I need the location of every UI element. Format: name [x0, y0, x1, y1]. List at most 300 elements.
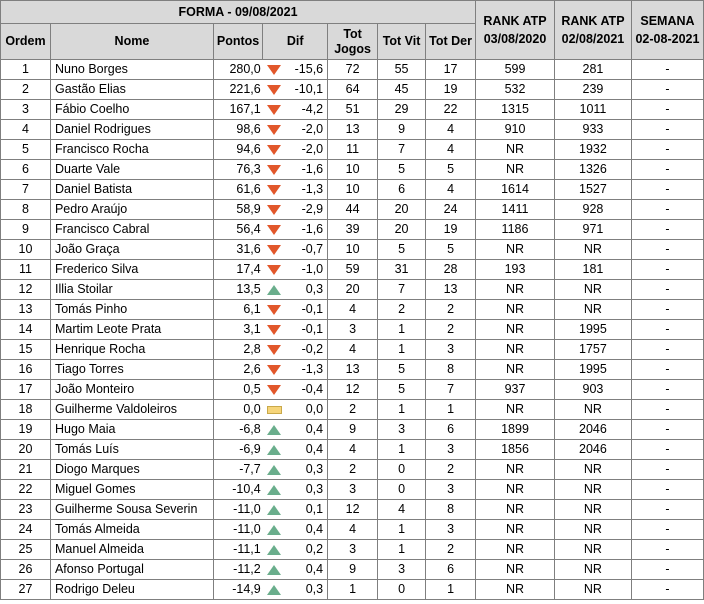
cell-semana: -	[631, 60, 703, 80]
cell-tot-vit: 31	[378, 260, 426, 280]
cell-tot-vit: 55	[378, 60, 426, 80]
cell-tot-vit: 9	[378, 120, 426, 140]
table-row	[1, 460, 704, 480]
cell-ordem: 1	[1, 60, 51, 80]
cell-tot-jogos: 10	[328, 180, 378, 200]
cell-tot-jogos: 9	[328, 420, 378, 440]
cell-tot-vit: 5	[378, 240, 426, 260]
cell-dif: -2,0	[286, 120, 328, 140]
cell-tot-vit: 0	[378, 460, 426, 480]
cell-tot-jogos: 3	[328, 320, 378, 340]
cell-dif: 0,3	[286, 580, 328, 600]
cell-ordem: 27	[1, 580, 51, 600]
trend-cell	[263, 140, 286, 160]
cell-nome: Guilherme Valdoleiros	[50, 400, 213, 420]
cell-tot-vit: 7	[378, 140, 426, 160]
cell-rank-2021: 1326	[554, 160, 631, 180]
cell-pontos: 98,6	[213, 120, 262, 140]
trend-cell	[263, 100, 286, 120]
cell-tot-der: 24	[426, 200, 476, 220]
cell-ordem: 8	[1, 200, 51, 220]
trend-up-icon	[267, 585, 281, 595]
cell-tot-der: 2	[426, 300, 476, 320]
trend-cell	[263, 320, 286, 340]
cell-ordem: 10	[1, 240, 51, 260]
cell-ordem: 14	[1, 320, 51, 340]
cell-rank-2020: NR	[476, 320, 555, 340]
cell-tot-der: 3	[426, 520, 476, 540]
table-row	[1, 500, 704, 520]
header-pontos: Pontos	[213, 24, 262, 60]
table-row	[1, 180, 704, 200]
cell-tot-vit: 1	[378, 540, 426, 560]
cell-tot-der: 17	[426, 60, 476, 80]
cell-tot-jogos: 51	[328, 100, 378, 120]
cell-tot-vit: 6	[378, 180, 426, 200]
trend-down-icon	[267, 365, 281, 375]
table-row	[1, 340, 704, 360]
cell-nome: Rodrigo Deleu	[50, 580, 213, 600]
cell-nome: Henrique Rocha	[50, 340, 213, 360]
cell-dif: -2,9	[286, 200, 328, 220]
header-rank-2021: RANK ATP 02/08/2021	[554, 1, 631, 60]
cell-dif: -0,7	[286, 240, 328, 260]
cell-tot-jogos: 1	[328, 580, 378, 600]
cell-rank-2021: 933	[554, 120, 631, 140]
cell-rank-2021: NR	[554, 480, 631, 500]
table-row	[1, 320, 704, 340]
cell-tot-der: 6	[426, 560, 476, 580]
cell-tot-jogos: 64	[328, 80, 378, 100]
cell-pontos: -11,0	[213, 520, 262, 540]
cell-rank-2021: NR	[554, 500, 631, 520]
table-row	[1, 540, 704, 560]
cell-rank-2020: 1315	[476, 100, 555, 120]
cell-rank-2021: 1995	[554, 360, 631, 380]
cell-tot-jogos: 10	[328, 240, 378, 260]
trend-up-icon	[267, 445, 281, 455]
trend-down-icon	[267, 385, 281, 395]
cell-pontos: 17,4	[213, 260, 262, 280]
cell-tot-der: 8	[426, 360, 476, 380]
cell-pontos: 2,6	[213, 360, 262, 380]
cell-rank-2021: 181	[554, 260, 631, 280]
trend-cell	[263, 540, 286, 560]
cell-pontos: 61,6	[213, 180, 262, 200]
trend-down-icon	[267, 265, 281, 275]
cell-semana: -	[631, 420, 703, 440]
cell-ordem: 4	[1, 120, 51, 140]
cell-dif: 0,4	[286, 560, 328, 580]
cell-tot-jogos: 9	[328, 560, 378, 580]
cell-tot-der: 6	[426, 420, 476, 440]
trend-cell	[263, 440, 286, 460]
cell-dif: -1,3	[286, 360, 328, 380]
cell-dif: -4,2	[286, 100, 328, 120]
cell-nome: Afonso Portugal	[50, 560, 213, 580]
header-nome: Nome	[50, 24, 213, 60]
trend-cell	[263, 380, 286, 400]
cell-dif: -0,1	[286, 320, 328, 340]
cell-semana: -	[631, 320, 703, 340]
cell-semana: -	[631, 540, 703, 560]
cell-tot-jogos: 2	[328, 460, 378, 480]
table-row	[1, 260, 704, 280]
cell-ordem: 25	[1, 540, 51, 560]
trend-down-icon	[267, 245, 281, 255]
cell-tot-vit: 5	[378, 160, 426, 180]
table-row	[1, 480, 704, 500]
cell-semana: -	[631, 80, 703, 100]
cell-tot-jogos: 59	[328, 260, 378, 280]
cell-ordem: 5	[1, 140, 51, 160]
cell-tot-jogos: 11	[328, 140, 378, 160]
cell-ordem: 2	[1, 80, 51, 100]
cell-rank-2020: NR	[476, 300, 555, 320]
cell-tot-der: 7	[426, 380, 476, 400]
cell-tot-jogos: 10	[328, 160, 378, 180]
cell-tot-vit: 3	[378, 420, 426, 440]
cell-pontos: 94,6	[213, 140, 262, 160]
cell-pontos: -11,1	[213, 540, 262, 560]
cell-semana: -	[631, 580, 703, 600]
cell-rank-2021: 1527	[554, 180, 631, 200]
cell-tot-vit: 20	[378, 200, 426, 220]
cell-rank-2021: 1757	[554, 340, 631, 360]
cell-rank-2021: NR	[554, 540, 631, 560]
cell-tot-vit: 2	[378, 300, 426, 320]
cell-rank-2020: 193	[476, 260, 555, 280]
cell-rank-2020: NR	[476, 560, 555, 580]
cell-dif: 0,3	[286, 280, 328, 300]
cell-rank-2020: NR	[476, 540, 555, 560]
cell-nome: Illia Stoilar	[50, 280, 213, 300]
cell-tot-vit: 1	[378, 400, 426, 420]
cell-tot-der: 19	[426, 80, 476, 100]
trend-up-icon	[267, 525, 281, 535]
cell-semana: -	[631, 280, 703, 300]
header-dif: Dif	[263, 24, 328, 60]
trend-cell	[263, 280, 286, 300]
cell-semana: -	[631, 560, 703, 580]
cell-pontos: 167,1	[213, 100, 262, 120]
cell-pontos: 76,3	[213, 160, 262, 180]
cell-tot-jogos: 3	[328, 480, 378, 500]
cell-rank-2021: NR	[554, 520, 631, 540]
table-row	[1, 240, 704, 260]
cell-rank-2021: 928	[554, 200, 631, 220]
trend-cell	[263, 180, 286, 200]
cell-rank-2021: 239	[554, 80, 631, 100]
cell-semana: -	[631, 480, 703, 500]
trend-cell	[263, 220, 286, 240]
cell-tot-der: 28	[426, 260, 476, 280]
trend-up-icon	[267, 485, 281, 495]
cell-rank-2021: 971	[554, 220, 631, 240]
cell-rank-2020: NR	[476, 480, 555, 500]
cell-dif: -1,0	[286, 260, 328, 280]
header-tot-der: Tot Der	[426, 24, 476, 60]
trend-down-icon	[267, 225, 281, 235]
trend-down-icon	[267, 145, 281, 155]
cell-pontos: 0,5	[213, 380, 262, 400]
cell-rank-2020: NR	[476, 500, 555, 520]
trend-cell	[263, 200, 286, 220]
cell-rank-2020: 1614	[476, 180, 555, 200]
cell-rank-2021: 1995	[554, 320, 631, 340]
table-row	[1, 60, 704, 80]
trend-down-icon	[267, 105, 281, 115]
cell-rank-2021: NR	[554, 240, 631, 260]
cell-rank-2021: 2046	[554, 440, 631, 460]
cell-rank-2020: 937	[476, 380, 555, 400]
cell-pontos: 6,1	[213, 300, 262, 320]
cell-tot-jogos: 39	[328, 220, 378, 240]
cell-pontos: -11,0	[213, 500, 262, 520]
cell-tot-vit: 3	[378, 560, 426, 580]
trend-up-icon	[267, 505, 281, 515]
trend-up-icon	[267, 425, 281, 435]
cell-ordem: 26	[1, 560, 51, 580]
cell-pontos: -6,8	[213, 420, 262, 440]
cell-tot-der: 2	[426, 320, 476, 340]
cell-rank-2020: 910	[476, 120, 555, 140]
cell-pontos: 13,5	[213, 280, 262, 300]
cell-tot-der: 3	[426, 340, 476, 360]
cell-semana: -	[631, 460, 703, 480]
trend-cell	[263, 260, 286, 280]
trend-cell	[263, 300, 286, 320]
table-row	[1, 100, 704, 120]
cell-tot-der: 22	[426, 100, 476, 120]
cell-rank-2021: NR	[554, 300, 631, 320]
cell-dif: 0,1	[286, 500, 328, 520]
cell-nome: Daniel Batista	[50, 180, 213, 200]
cell-rank-2021: NR	[554, 280, 631, 300]
cell-tot-der: 4	[426, 120, 476, 140]
cell-rank-2020: NR	[476, 240, 555, 260]
cell-tot-der: 1	[426, 400, 476, 420]
cell-tot-vit: 7	[378, 280, 426, 300]
cell-semana: -	[631, 440, 703, 460]
cell-pontos: 280,0	[213, 60, 262, 80]
cell-nome: Duarte Vale	[50, 160, 213, 180]
cell-semana: -	[631, 220, 703, 240]
cell-nome: Frederico Silva	[50, 260, 213, 280]
trend-down-icon	[267, 165, 281, 175]
cell-nome: Guilherme Sousa Severin	[50, 500, 213, 520]
cell-ordem: 23	[1, 500, 51, 520]
cell-tot-jogos: 12	[328, 380, 378, 400]
cell-pontos: 31,6	[213, 240, 262, 260]
cell-tot-der: 8	[426, 500, 476, 520]
table-row	[1, 160, 704, 180]
cell-ordem: 11	[1, 260, 51, 280]
cell-tot-jogos: 12	[328, 500, 378, 520]
cell-semana: -	[631, 120, 703, 140]
cell-rank-2020: 532	[476, 80, 555, 100]
cell-ordem: 17	[1, 380, 51, 400]
cell-tot-jogos: 3	[328, 540, 378, 560]
cell-ordem: 3	[1, 100, 51, 120]
cell-tot-vit: 20	[378, 220, 426, 240]
trend-up-icon	[267, 285, 281, 295]
cell-nome: Francisco Rocha	[50, 140, 213, 160]
cell-semana: -	[631, 180, 703, 200]
cell-tot-jogos: 4	[328, 340, 378, 360]
cell-nome: Daniel Rodrigues	[50, 120, 213, 140]
cell-nome: Gastão Elias	[50, 80, 213, 100]
cell-rank-2020: NR	[476, 340, 555, 360]
trend-down-icon	[267, 65, 281, 75]
cell-rank-2021: NR	[554, 460, 631, 480]
cell-semana: -	[631, 340, 703, 360]
cell-nome: Diogo Marques	[50, 460, 213, 480]
trend-cell	[263, 560, 286, 580]
trend-down-icon	[267, 185, 281, 195]
trend-cell	[263, 360, 286, 380]
header-ordem: Ordem	[1, 24, 51, 60]
cell-dif: -1,6	[286, 220, 328, 240]
cell-tot-der: 2	[426, 460, 476, 480]
cell-tot-der: 3	[426, 440, 476, 460]
cell-dif: -2,0	[286, 140, 328, 160]
cell-tot-jogos: 4	[328, 520, 378, 540]
cell-rank-2021: 281	[554, 60, 631, 80]
cell-semana: -	[631, 140, 703, 160]
cell-ordem: 9	[1, 220, 51, 240]
cell-pontos: -11,2	[213, 560, 262, 580]
cell-rank-2021: 2046	[554, 420, 631, 440]
cell-nome: Miguel Gomes	[50, 480, 213, 500]
cell-rank-2020: NR	[476, 460, 555, 480]
cell-nome: Tomás Almeida	[50, 520, 213, 540]
cell-tot-der: 3	[426, 480, 476, 500]
trend-cell	[263, 500, 286, 520]
cell-tot-vit: 0	[378, 480, 426, 500]
header-tot-jogos: Tot Jogos	[328, 24, 378, 60]
cell-ordem: 21	[1, 460, 51, 480]
cell-dif: -0,2	[286, 340, 328, 360]
trend-cell	[263, 400, 286, 420]
cell-tot-der: 4	[426, 140, 476, 160]
cell-dif: -0,4	[286, 380, 328, 400]
cell-tot-vit: 1	[378, 340, 426, 360]
trend-up-icon	[267, 465, 281, 475]
cell-tot-vit: 45	[378, 80, 426, 100]
table-row	[1, 520, 704, 540]
cell-tot-jogos: 44	[328, 200, 378, 220]
cell-nome: Pedro Araújo	[50, 200, 213, 220]
cell-pontos: 3,1	[213, 320, 262, 340]
cell-ordem: 12	[1, 280, 51, 300]
cell-tot-der: 1	[426, 580, 476, 600]
trend-down-icon	[267, 125, 281, 135]
cell-rank-2021: NR	[554, 580, 631, 600]
trend-flat-icon	[267, 406, 282, 414]
cell-rank-2020: 1186	[476, 220, 555, 240]
cell-tot-vit: 4	[378, 500, 426, 520]
cell-nome: João Graça	[50, 240, 213, 260]
table-row	[1, 120, 704, 140]
table-row	[1, 420, 704, 440]
cell-dif: -15,6	[286, 60, 328, 80]
cell-semana: -	[631, 500, 703, 520]
cell-dif: 0,4	[286, 440, 328, 460]
cell-dif: -10,1	[286, 80, 328, 100]
cell-pontos: 2,8	[213, 340, 262, 360]
table-row	[1, 400, 704, 420]
cell-rank-2021: 1011	[554, 100, 631, 120]
trend-cell	[263, 120, 286, 140]
table-row	[1, 140, 704, 160]
cell-nome: Tomás Pinho	[50, 300, 213, 320]
cell-tot-der: 5	[426, 240, 476, 260]
cell-dif: 0,2	[286, 540, 328, 560]
cell-dif: 0,0	[286, 400, 328, 420]
trend-cell	[263, 240, 286, 260]
header-rank-2020: RANK ATP 03/08/2020	[476, 1, 555, 60]
header-semana: SEMANA 02-08-2021	[631, 1, 703, 60]
cell-semana: -	[631, 400, 703, 420]
cell-semana: -	[631, 160, 703, 180]
cell-rank-2020: 1899	[476, 420, 555, 440]
cell-dif: 0,4	[286, 420, 328, 440]
cell-nome: Manuel Almeida	[50, 540, 213, 560]
cell-semana: -	[631, 380, 703, 400]
cell-nome: Tiago Torres	[50, 360, 213, 380]
cell-tot-vit: 1	[378, 320, 426, 340]
trend-down-icon	[267, 325, 281, 335]
cell-dif: 0,4	[286, 520, 328, 540]
cell-ordem: 13	[1, 300, 51, 320]
cell-rank-2021: 903	[554, 380, 631, 400]
trend-cell	[263, 420, 286, 440]
cell-tot-der: 19	[426, 220, 476, 240]
cell-tot-jogos: 72	[328, 60, 378, 80]
cell-nome: João Monteiro	[50, 380, 213, 400]
trend-cell	[263, 580, 286, 600]
cell-tot-jogos: 4	[328, 440, 378, 460]
cell-semana: -	[631, 360, 703, 380]
cell-semana: -	[631, 520, 703, 540]
cell-rank-2020: 1856	[476, 440, 555, 460]
table-row	[1, 580, 704, 600]
cell-pontos: -6,9	[213, 440, 262, 460]
cell-ordem: 20	[1, 440, 51, 460]
cell-nome: Fábio Coelho	[50, 100, 213, 120]
cell-ordem: 19	[1, 420, 51, 440]
cell-dif: -0,1	[286, 300, 328, 320]
cell-dif: -1,3	[286, 180, 328, 200]
cell-ordem: 16	[1, 360, 51, 380]
cell-rank-2021: NR	[554, 400, 631, 420]
cell-tot-jogos: 13	[328, 360, 378, 380]
cell-tot-der: 2	[426, 540, 476, 560]
cell-tot-jogos: 2	[328, 400, 378, 420]
table-row	[1, 280, 704, 300]
cell-tot-vit: 1	[378, 440, 426, 460]
cell-tot-jogos: 20	[328, 280, 378, 300]
cell-nome: Francisco Cabral	[50, 220, 213, 240]
table-title: FORMA - 09/08/2021	[1, 1, 476, 24]
table-row	[1, 360, 704, 380]
cell-rank-2020: NR	[476, 580, 555, 600]
cell-ordem: 6	[1, 160, 51, 180]
cell-rank-2020: NR	[476, 160, 555, 180]
table-row	[1, 560, 704, 580]
table-row	[1, 440, 704, 460]
